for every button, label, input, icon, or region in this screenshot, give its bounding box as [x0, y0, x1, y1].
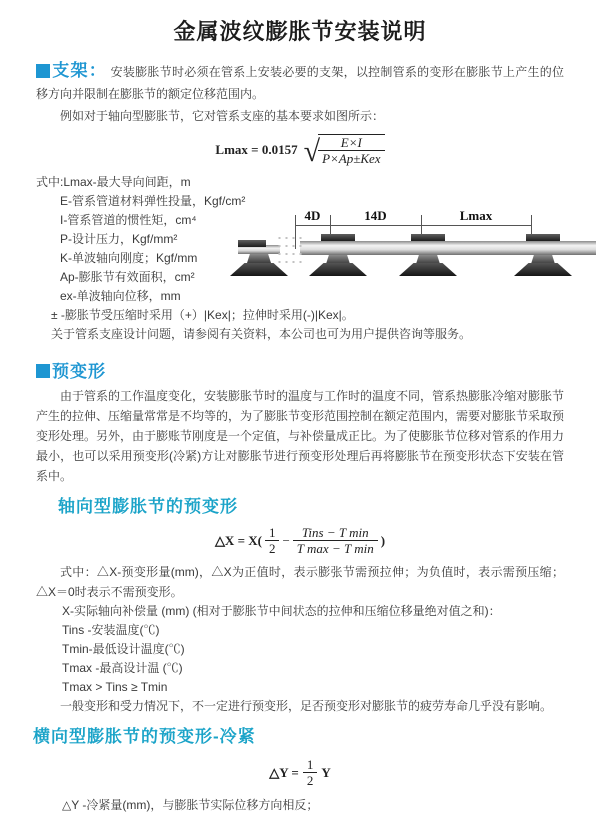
- definition-line: Ap-膨胀节有效面积，cm²: [60, 270, 195, 284]
- half-numerator: 1: [303, 757, 318, 773]
- definition-line: 式中:Lmax-最大导向间距，m: [36, 175, 191, 189]
- support-base: [230, 263, 288, 276]
- pipe-support: [514, 234, 572, 278]
- pipe-anchor-support: [230, 234, 288, 278]
- lateral-formula-lhs: △Y =: [269, 764, 299, 780]
- support-neck: [247, 254, 271, 263]
- support-clamp: [411, 234, 445, 241]
- lmax-formula-denominator: P×Ap±Kex: [322, 151, 381, 166]
- pipe-support: [309, 234, 367, 278]
- support-neck: [326, 255, 350, 264]
- support-neck: [531, 255, 555, 264]
- temperature-definitions-list: [0, 621, 600, 697]
- support-base: [514, 263, 572, 276]
- pipe-support: [399, 234, 457, 278]
- ratio-numerator: Tins − T min: [293, 525, 378, 541]
- sqrt-radical-symbol: √: [303, 135, 321, 168]
- predeform-body-paragraph: 由于管系的工作温度变化，安装膨胀节时的温度与工作时的温度不同，管系热膨胀冷缩对膨胀节产生的拉伸、压缩量常常是不均等的，为了膨胀节变形范围控制在额定范围内，需要对膨胀节采取预变形处理。另外，由于膨账节刚度是一个定值，与补偿量成正比。为了使膨胀节位移对管系的作用力最小，也可以采用预变形(冷紧)方让对膨胀节进行预变形处理后再将膨胀节在预变形状态下安装在管系中。: [36, 389, 565, 483]
- support-clamp: [238, 240, 266, 247]
- support-base: [309, 263, 367, 276]
- axial-formula-rhs: ): [380, 532, 386, 548]
- temp-definition-line: Tins -安装温度(℃): [62, 623, 160, 637]
- half-denominator: 2: [268, 541, 276, 556]
- pipe-support-diagram: [238, 207, 596, 302]
- section-bullet-square: [36, 364, 50, 378]
- temperature-ratio-fraction: [293, 525, 378, 556]
- subsection-title-lateral: 横向型膨胀节的预变形-冷紧: [33, 727, 256, 746]
- half-numerator: 1: [265, 525, 280, 541]
- minus-sign: −: [282, 532, 290, 548]
- temp-definition-line: Tmax > Tins ≥ Tmin: [62, 680, 168, 694]
- half-denominator: 2: [306, 773, 314, 788]
- definition-line: ex-单波轴向位移，mm: [60, 289, 181, 303]
- lateral-predeform-formula: [0, 757, 600, 788]
- definition-line: I-管系管道的惯性矩，cm⁴: [60, 213, 197, 227]
- axial-formula-lhs: △X = X(: [214, 532, 262, 548]
- axial-explain-paragraph: 式中：△X-预变形量(mm)，△X为正值时，表示膨张节需预拉伸；为负值时，表示需预压缩；△X＝0时表示不需预变形。: [36, 565, 564, 599]
- definition-line: P-设计压力，Kgf/mm²: [60, 232, 178, 246]
- consulting-note: 关于管系支座设计问题，请参阅有关资料，本公司也可为用户提供咨询等服务。: [51, 327, 472, 341]
- plus-minus-note: ± -膨胀节受压缩时采用（+）|Kex|；拉伸时采用(-)|Kex|。: [51, 308, 354, 322]
- one-half-fraction: [265, 525, 280, 556]
- lateral-formula-rhs: Y: [321, 764, 331, 780]
- x-definition-line: X-实际轴向补偿量 (mm) (相对于膨胀节中间状态的拉伸和压缩位移量绝对值之和)：: [62, 604, 501, 618]
- dimension-label-4d: 4D: [304, 208, 321, 223]
- definition-line: K-单波轴向刚度；Kgf/mm: [60, 251, 198, 265]
- lmax-formula: [0, 134, 600, 166]
- support-intro-paragraph: [36, 60, 564, 105]
- lmax-formula-fraction: [318, 134, 385, 166]
- support-clamp: [321, 234, 355, 241]
- axial-general-note: 一般变形和受力情况下，不一定进行预变形，足否预变形对膨胀节的疲劳寿命几乎没有影响。: [60, 699, 553, 713]
- temp-definition-line: Tmax -最高设计温 (℃): [62, 661, 183, 675]
- y-definition-line: △Y -冷紧量(mm)，与膨胀节实际位移方向相反；: [62, 798, 319, 812]
- support-neck: [416, 255, 440, 264]
- predeform-heading-text: 预变形: [52, 362, 106, 381]
- page-title: 金属波纹膨胀节安装说明: [173, 19, 427, 44]
- subsection-title-axial: 轴向型膨胀节的预变形: [58, 497, 238, 516]
- temp-definition-line: Tmin-最低设计温度(℃): [62, 642, 185, 656]
- lmax-formula-lhs: Lmax = 0.0157: [215, 142, 298, 157]
- section-bullet-square: [36, 64, 50, 78]
- one-half-fraction: [303, 757, 318, 788]
- section-title-predeform: [36, 357, 564, 382]
- support-intro-text: 安装膨胀节时必须在管系上安装必要的支架，以控制管系的变形在膨胀节上产生的位移方向并限制在膨胀节的额定位移范围内。: [36, 65, 564, 101]
- lmax-formula-numerator: E×I: [318, 135, 385, 151]
- support-example-text: 例如对于轴向型膨胀节，它对管系支座的基本要求如图所示：: [60, 109, 385, 123]
- dimension-label-lmax: Lmax: [459, 208, 493, 223]
- support-clamp: [526, 234, 560, 241]
- axial-predeform-formula: [0, 525, 600, 556]
- ratio-denominator: T max − T min: [296, 541, 374, 556]
- definition-line: E-管系管道材料弹性投量，Kgf/cm²: [60, 194, 246, 208]
- section-title-support: 支架：: [52, 61, 108, 80]
- support-base: [399, 263, 457, 276]
- dimension-label-14d: 14D: [364, 208, 387, 223]
